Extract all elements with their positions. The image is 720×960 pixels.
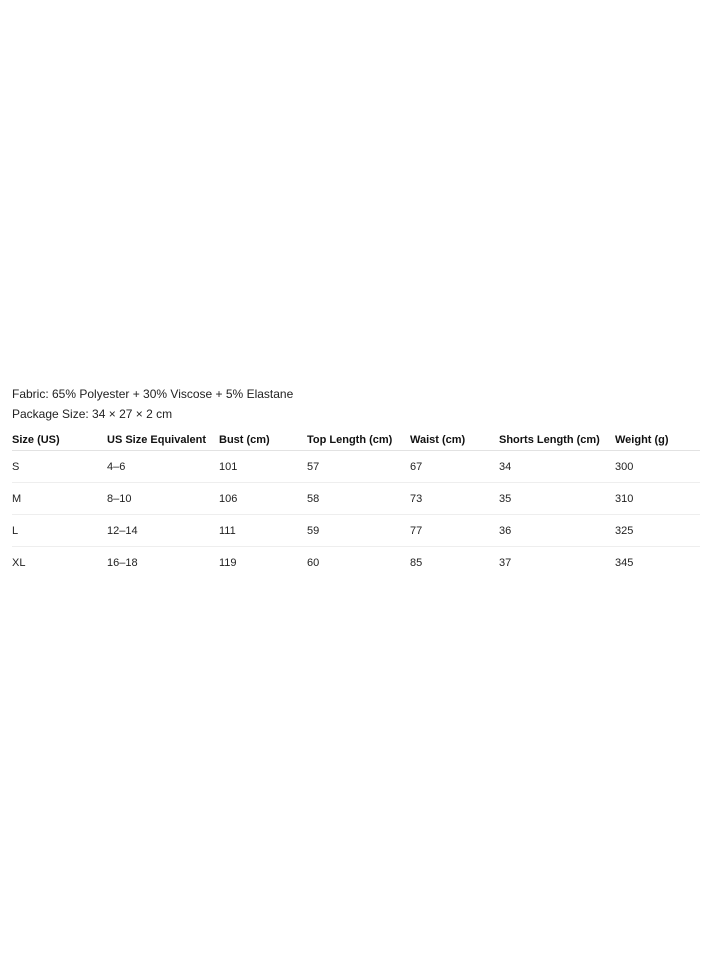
header-size-us: Size (US) [12,430,107,451]
cell-weight: 325 [615,515,700,547]
cell-waist: 67 [410,451,499,483]
cell-us-size-equivalent: 4–6 [107,451,219,483]
cell-top-length: 58 [307,483,410,515]
cell-weight: 345 [615,556,634,569]
fabric-info: Fabric: 65% Polyester + 30% Viscose + 5% Elastane [12,387,294,401]
cell-us-size-equivalent: 16–18 [107,556,138,569]
header-shorts-length: Shorts Length (cm) [499,430,615,451]
header-bust: Bust (cm) [219,430,307,451]
cell-top-length: 59 [307,515,410,547]
cell-top-length: 57 [307,451,410,483]
cell-weight: 300 [615,451,700,483]
cell-shorts-length: 36 [499,515,615,547]
cell-size: S [12,451,107,483]
cell-weight: 310 [615,483,700,515]
cell-shorts-length: 34 [499,451,615,483]
header-weight: Weight (g) [615,430,700,451]
cell-waist: 85 [410,556,423,569]
cell-size: XL [12,556,26,569]
header-us-size-equivalent: US Size Equivalent [107,430,219,451]
cell-waist: 73 [410,483,499,515]
header-top-length: Top Length (cm) [307,430,410,451]
cell-size: L [12,515,107,547]
cell-size: M [12,483,107,515]
cell-top-length: 60 [307,556,320,569]
cell-bust: 111 [219,515,307,547]
cell-us-size-equivalent: 12–14 [107,515,219,547]
cell-bust: 119 [219,556,237,569]
table-header-row [12,430,700,451]
cell-waist: 77 [410,515,499,547]
cell-us-size-equivalent: 8–10 [107,483,219,515]
cell-shorts-length: 37 [499,556,512,569]
table-row [12,547,700,579]
table-row [12,451,700,483]
cell-bust: 101 [219,451,307,483]
header-waist: Waist (cm) [410,430,499,451]
cell-shorts-length: 35 [499,483,615,515]
package-size-info: Package Size: 34 × 27 × 2 cm [12,407,173,421]
table-row [12,483,700,515]
cell-bust: 106 [219,483,307,515]
table-row [12,515,700,547]
size-chart-table [12,430,700,578]
product-details [12,384,702,578]
